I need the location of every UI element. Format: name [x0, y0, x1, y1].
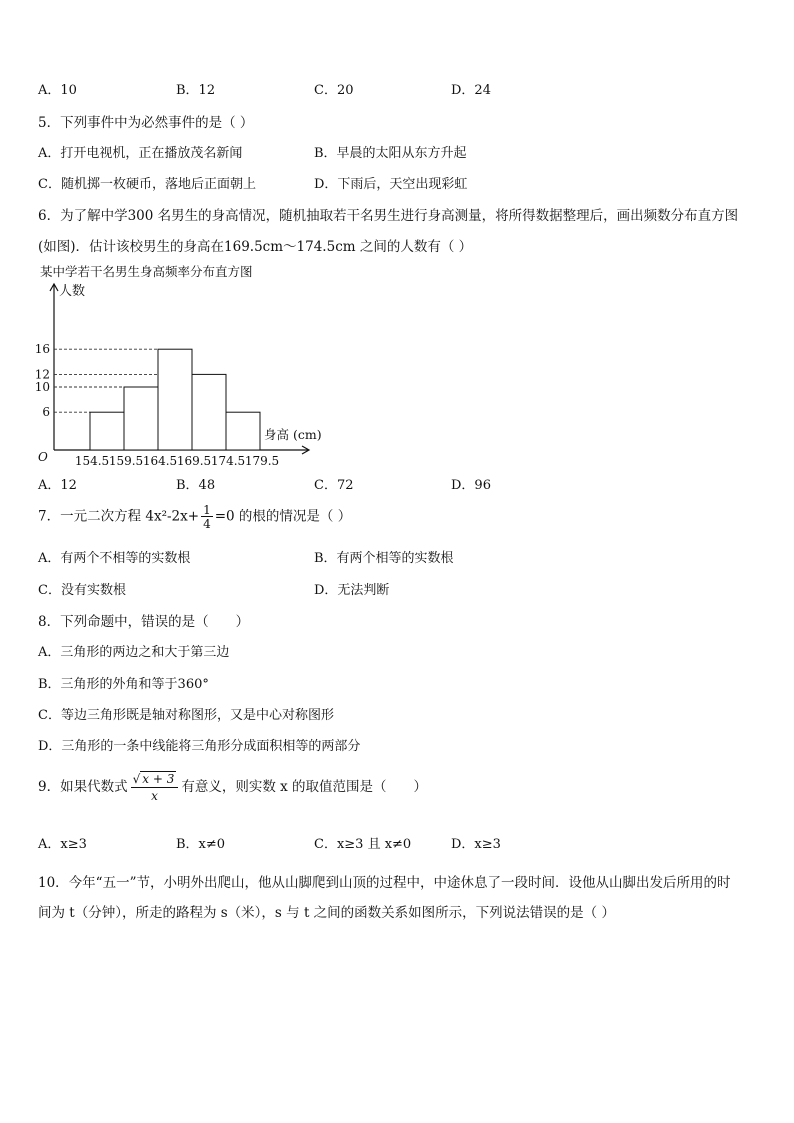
q9-stem	[38, 772, 427, 803]
q7-option-a: A．有两个不相等的实数根	[38, 551, 191, 566]
x-axis-label: 身高 (cm)	[264, 427, 322, 442]
q9-denominator: x	[151, 789, 158, 803]
q6-option-b: B．48	[176, 478, 216, 493]
q6-option-a: A．12	[38, 478, 77, 493]
x-tick-label: 169.5	[176, 454, 212, 468]
y-tick-label: 6	[42, 405, 50, 420]
chart-title: 某中学若干名男生身高频率分布直方图	[40, 264, 253, 279]
q10-stem-line1: 10．今年“五一”节，小明外出爬山，他从山脚爬到山顶的过程中，中途休息了一段时间．设他从山脚出发后所用的时	[38, 875, 731, 891]
q9-option-b: B．x≠0	[176, 837, 226, 852]
q8-stem: 8．下列命题中，错误的是（ ）	[38, 614, 250, 630]
origin-label: O	[38, 450, 48, 464]
q4-option-d: D．24	[451, 83, 491, 98]
q7-frac-den: 4	[203, 517, 211, 531]
q9-option-c: C．x≥3 且 x≠0	[314, 837, 412, 852]
y-tick-label: 16	[34, 342, 50, 357]
q4-option-c: C．20	[314, 83, 354, 98]
q5-option-b: B．早晨的太阳从东方升起	[314, 146, 467, 161]
q7-stem	[38, 504, 351, 530]
x-tick-label: 179.5	[244, 454, 280, 468]
q9-sqrt-fraction: $\frac{√ x + 3}{x}$	[131, 772, 179, 803]
q6-stem-line2: (如图)．估计该校男生的身高在169.5cm～174.5cm 之间的人数有（ ）	[38, 239, 473, 255]
q6-option-c: C．72	[314, 478, 354, 493]
histogram-bar	[90, 412, 124, 450]
y-axis-label: 人数	[59, 284, 86, 299]
q8-option-d: D．三角形的一条中线能将三角形分成面积相等的两部分	[38, 739, 361, 754]
q7-stem-pre: 7．一元二次方程 4x²-2x+	[38, 508, 200, 525]
y-tick-label: 10	[34, 380, 50, 394]
q8-option-b: B．三角形的外角和等于360°	[38, 677, 209, 692]
q7-frac-num: 1	[203, 503, 211, 517]
q5-option-c: C．随机掷一枚硬币，落地后正面朝上	[38, 177, 256, 192]
q7-option-c: C．没有实数根	[38, 583, 126, 598]
q9-option-a: A．x≥3	[38, 837, 87, 852]
y-tick-label: 12	[34, 367, 50, 382]
q7-stem-post: =0 的根的情况是（ ）	[214, 508, 352, 525]
q9-stem-pre: 9．如果代数式	[38, 779, 128, 795]
q4-option-a: A．10	[38, 83, 77, 98]
q6-stem-line1: 6．为了解中学300 名男生的身高情况，随机抽取若干名男生进行身高测量，将所得数据整理后，画出频数分布直方图	[38, 208, 739, 224]
q5-stem: 5．下列事件中为必然事件的是（ ）	[38, 115, 254, 131]
q7-option-d: D．无法判断	[314, 583, 390, 598]
q6-option-d: D．96	[451, 478, 491, 493]
q10-stem-line2: 间为 t（分钟），所走的路程为 s（米），s 与 t 之间的函数关系如图所示，下列说法错误的是（ ）	[38, 905, 615, 921]
histogram-bar	[192, 374, 226, 450]
q7-option-b: B．有两个相等的实数根	[314, 551, 454, 566]
x-tick-label: 174.5	[210, 454, 246, 468]
q9-option-d: D．x≥3	[451, 837, 501, 852]
q5-option-d: D．下雨后，天空出现彩虹	[314, 177, 468, 192]
x-tick-label: 164.5	[142, 454, 178, 468]
x-tick-label: 154.5	[74, 454, 110, 468]
histogram-bar	[124, 387, 158, 450]
q9-stem-post: 有意义，则实数 x 的取值范围是（ ）	[181, 779, 428, 795]
q5-option-a: A．打开电视机，正在播放茂名新闻	[38, 146, 243, 161]
histogram-bar	[158, 349, 192, 450]
q8-option-c: C．等边三角形既是轴对称图形，又是中心对称图形	[38, 708, 334, 723]
x-tick-label: 159.5	[108, 454, 144, 468]
q9-radicand: x + 3	[142, 772, 175, 786]
q8-option-a: A．三角形的两边之和大于第三边	[38, 645, 230, 660]
histogram-chart	[30, 262, 340, 472]
q7-fraction	[201, 504, 213, 530]
histogram-bar	[226, 412, 260, 450]
q4-option-b: B．12	[176, 83, 216, 98]
